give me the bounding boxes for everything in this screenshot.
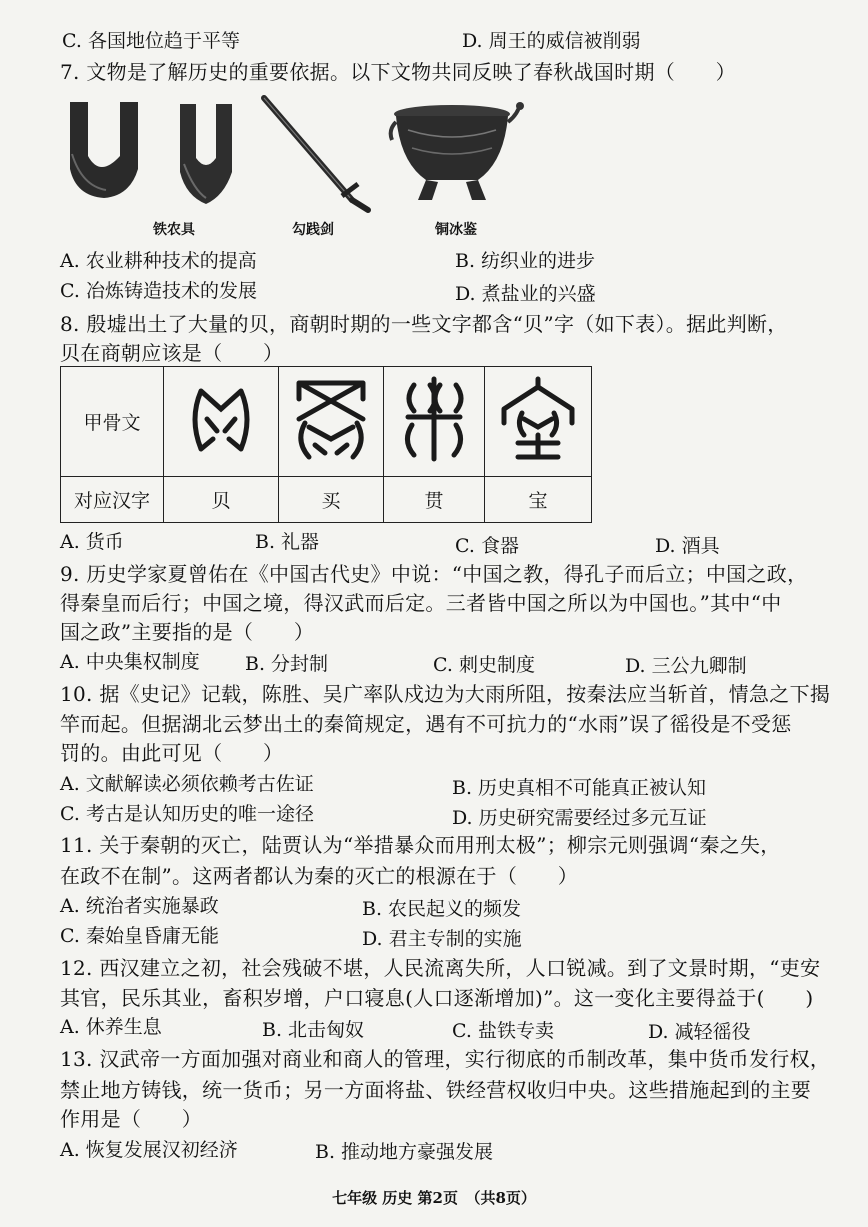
char-mai: 买 [279,477,384,523]
q12-option-c: C. 盐铁专卖 [452,1020,554,1042]
q12-option-d: D. 减轻徭役 [648,1021,751,1043]
q13-stem-line2: 禁止地方铸钱，统一货币；另一方面将盐、铁经营权收归中央。这些措施起到的主要 [60,1078,812,1102]
q13-option-b: B. 推动地方豪强发展 [315,1141,494,1163]
q12-option-b: B. 北击匈奴 [262,1019,365,1041]
iron-farm-tools-image [62,94,272,209]
q10-option-b: B. 历史真相不可能真正被认知 [452,777,707,799]
q11-option-c: C. 秦始皇昏庸无能 [60,925,219,947]
q11-option-d: D. 君主专制的实施 [362,928,522,950]
page-footer: 七年级 历史 第2页 （共8页） [332,1189,536,1207]
char-guan: 贯 [384,477,485,523]
oracle-bone-table [60,366,592,523]
q10-option-c: C. 考古是认知历史的唯一途径 [60,803,314,825]
q10-option-a: A. 文献解读必须依赖考古佐证 [60,773,314,795]
q13-option-a: A. 恢复发展汉初经济 [60,1139,238,1161]
oracle-glyph-mai [279,367,384,477]
q11-option-a: A. 统治者实施暴政 [60,895,219,917]
table-row-label-oracle: 甲骨文 [61,367,164,477]
char-bei: 贝 [164,477,279,523]
q9-stem-line1: 9. 历史学家夏曾佑在《中国古代史》中说：“中国之教，得孔子而后立；中国之政， [60,562,808,586]
q8-option-d: D. 酒具 [655,535,720,557]
q13-stem-line1: 13. 汉武帝一方面加强对商业和商人的管理，实行彻底的币制改革，集中货币发行权， [60,1047,831,1071]
oracle-glyph-bao [485,367,592,477]
q12-stem-line2: 其官，民乐其业，畜积岁增，户口寝息(人口逐渐增加)”。这一变化主要得益于( ) [60,986,814,1010]
oracle-glyph-guan [384,367,485,477]
q10-stem-line3: 罚的。由此可见（ ） [60,741,284,765]
q9-option-b: B. 分封制 [245,653,329,675]
q7-option-a: A. 农业耕种技术的提高 [60,250,257,272]
q7-option-c: C. 冶炼铸造技术的发展 [60,280,257,302]
q11-stem-line1: 11. 关于秦朝的灭亡，陆贾认为“举措暴众而用刑太极”；柳宗元则强调“秦之失， [60,833,781,857]
q9-option-c: C. 刺史制度 [433,654,535,676]
bronze-ice-jian-image [386,100,526,210]
q9-stem-line3: 国之政”主要指的是（ ） [60,620,315,644]
caption-bronze-ice-jian: 铜冰鉴 [435,222,477,238]
q8-option-c: C. 食器 [455,535,519,557]
q12-stem-line1: 12. 西汉建立之初，社会残破不堪，人民流离失所，人口锐减。到了文景时期，“吏安 [60,956,821,980]
q6-option-d: D. 周王的威信被削弱 [462,30,641,52]
q7-stem: 7. 文物是了解历史的重要依据。以下文物共同反映了春秋战国时期（ ） [60,60,736,84]
caption-iron-farm-tools: 铁农具 [153,222,195,238]
goujian-sword-image [256,92,376,214]
table-row-label-chinese: 对应汉字 [61,477,164,523]
q7-option-d: D. 煮盐业的兴盛 [455,283,596,305]
q10-option-d: D. 历史研究需要经过多元互证 [452,807,707,829]
q10-stem-line1: 10. 据《史记》记载，陈胜、吴广率队戍边为大雨所阻，按秦法应当斩首，情急之下揭 [60,682,831,706]
q9-option-a: A. 中央集权制度 [60,651,200,673]
q8-stem-line2: 贝在商朝应该是（ ） [60,341,284,365]
char-bao: 宝 [485,477,592,523]
q7-option-b: B. 纺织业的进步 [455,250,596,272]
q6-option-c: C. 各国地位趋于平等 [62,30,240,52]
q8-option-a: A. 货币 [60,531,124,553]
caption-goujian-sword: 勾践剑 [292,222,334,238]
oracle-glyph-bei [164,367,279,477]
q9-option-d: D. 三公九卿制 [625,655,747,677]
q9-stem-line2: 得秦皇而后行；中国之境，得汉武而后定。三者皆中国之所以为中国也。”其中“中 [60,591,782,615]
q10-stem-line2: 竿而起。但据湖北云梦出土的秦简规定，遇有不可抗力的“水雨”误了徭役是不受惩 [60,712,792,736]
q13-stem-line3: 作用是（ ） [60,1107,203,1131]
q8-option-b: B. 礼器 [255,531,320,553]
q11-option-b: B. 农民起义的频发 [362,898,522,920]
q11-stem-line2: 在政不在制”。这两者都认为秦的灭亡的根源在于（ ） [60,864,579,888]
q8-stem-line1: 8. 殷墟出土了大量的贝，商朝时期的一些文字都含“贝”字（如下表）。据此判断， [60,312,788,336]
q12-option-a: A. 休养生息 [60,1016,162,1038]
